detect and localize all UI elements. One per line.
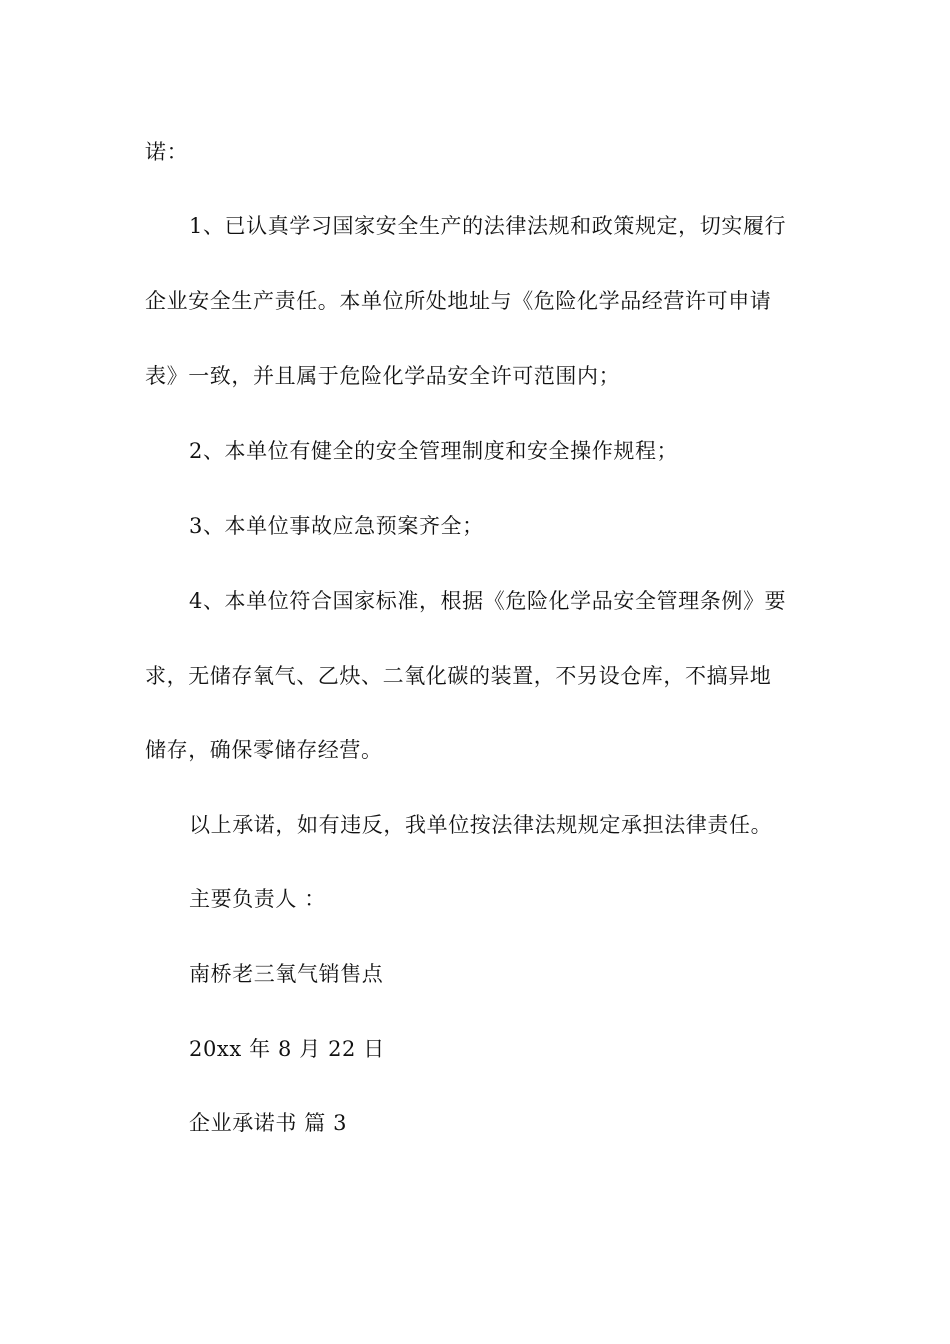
signature-responsible-person: 主要负责人 ： (189, 887, 326, 911)
paragraph-line-item-4-end: 储存，确保零储存经营。 (145, 738, 383, 762)
paragraph-line-item-1-cont: 企业安全生产责任。本单位所处地址与《危险化学品经营许可申请 (145, 289, 772, 313)
signature-date: 20xx 年 8 月 22 日 (189, 1037, 385, 1061)
paragraph-line-item-1: 1、已认真学习国家安全生产的法律法规和政策规定，切实履行 (189, 214, 787, 238)
paragraph-line-item-3: 3、本单位事故应急预案齐全； (189, 514, 484, 538)
paragraph-line-commitment-tail: 诺： (145, 140, 189, 164)
paragraph-line-item-4-cont: 求，无储存氧气、乙炔、二氧化碳的装置，不另设仓库，不搞异地 (145, 664, 772, 688)
section-heading: 企业承诺书 篇 3 (189, 1111, 348, 1135)
paragraph-line-item-1-end: 表》一致，并且属于危险化学品安全许可范围内； (145, 364, 621, 388)
paragraph-line-liability: 以上承诺，如有违反，我单位按法律法规规定承担法律责任。 (189, 813, 773, 837)
paragraph-line-item-4: 4、本单位符合国家标准，根据《危险化学品安全管理条例》要 (189, 589, 787, 613)
signature-company-name: 南桥老三氧气销售点 (189, 962, 384, 986)
paragraph-line-item-2: 2、本单位有健全的安全管理制度和安全操作规程； (189, 439, 679, 463)
